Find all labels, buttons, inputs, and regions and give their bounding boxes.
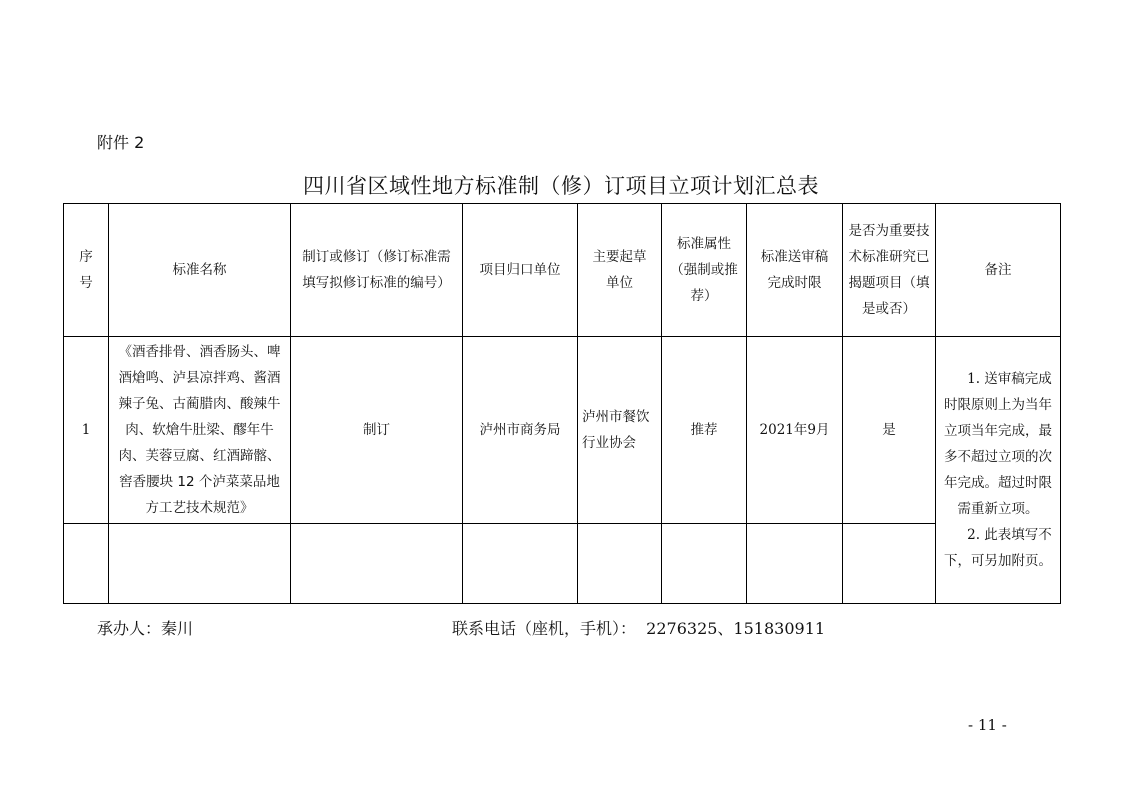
row-standard-name: 《酒香排骨、酒香肠头、啤酒熗鸣、泸县凉拌鸡、酱酒辣子兔、古蔺腊肉、酸辣牛肉、软熗牛肚梁、醪年牛肉、芙蓉豆腐、红酒蹄髂、窖香腰块 12 个泸菜菜品地方工艺技术规范》 [109,337,291,524]
header-deadline: 标准送审稿完成时限 [747,204,843,337]
header-key-project: 是否为重要技术标准研究已揭题项目（填是或否） [843,204,936,337]
remark-1: 1. 送审稿完成时限原则上为当年立项当年完成，最多不超过立项的次年完成。超过时限需重新立项。 [944,371,1052,517]
header-row [64,204,1061,337]
empty-cell [843,524,936,604]
header-drafting-unit: 主要起草单位 [578,204,662,337]
header-remarks: 备注 [936,204,1061,337]
row-type: 制订 [291,337,463,524]
row-index: 1 [64,337,109,524]
remarks-cell [936,337,1061,604]
empty-cell [64,524,109,604]
empty-cell [109,524,291,604]
page-number: - 11 - [968,716,1007,734]
contact-person: 承办人：秦川 [97,619,194,638]
header-attribute: 标准属性（强制或推荐） [662,204,747,337]
row-managing-unit: 泸州市商务局 [463,337,578,524]
empty-cell [291,524,463,604]
row-deadline: 2021年9月 [747,337,843,524]
empty-cell [747,524,843,604]
header-managing-unit: 项目归口单位 [463,204,578,337]
row-key-project: 是 [843,337,936,524]
summary-table [63,203,1061,604]
header-index: 序号 [64,204,109,337]
header-standard-name: 标准名称 [109,204,291,337]
empty-cell [463,524,578,604]
empty-table-row [64,524,1061,604]
header-type: 制订或修订（修订标准需填写拟修订标准的编号） [291,204,463,337]
row-drafting-unit: 泸州市餐饮行业协会 [578,337,662,524]
contact-phone: 联系电话（座机，手机）： 2276325、151830911 [452,619,826,638]
document-title: 四川省区域性地方标准制（修）订项目立项计划汇总表 [303,174,819,198]
attachment-label: 附件 2 [97,133,145,152]
table-row [64,337,1061,524]
remark-2: 2. 此表填写不下，可另加附页。 [944,527,1052,569]
row-attribute: 推荐 [662,337,747,524]
empty-cell [662,524,747,604]
empty-cell [578,524,662,604]
